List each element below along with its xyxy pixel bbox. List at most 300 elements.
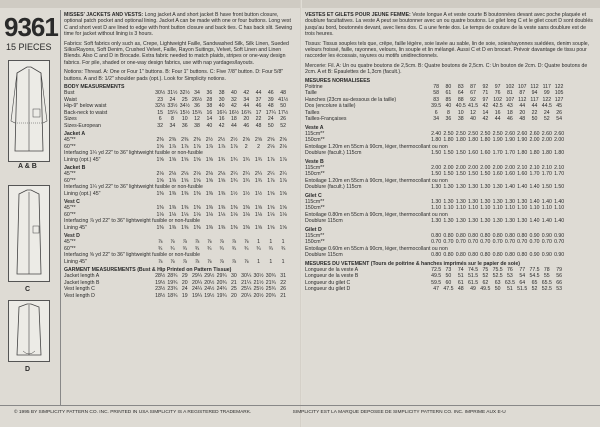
table-cell: 94 — [531, 90, 538, 97]
table-cell: 1⅞ — [279, 156, 287, 163]
table-cell: 2 — [244, 143, 248, 150]
table-cell: 79 — [556, 267, 562, 274]
table-cell: 2¼ — [242, 171, 250, 178]
table-cell: 20 — [181, 279, 188, 286]
row-values — [430, 218, 565, 224]
table-cell: 1⅛ — [267, 211, 275, 218]
table-cell: 26½ — [191, 96, 203, 103]
table-cell: ¾ — [219, 245, 224, 252]
table-cell: 61 — [457, 279, 464, 286]
fr-notions: Mercerie: Fil. A: Un ou quatre boutons de 2,5cm. B: Quatre boutons de 2,5cm. C: Un bouton de 2cm. D: Quatre boutons de 2cm. A et B: Épaulettes de 1,3cm (facult.). — [305, 62, 588, 76]
table-cell: 1⅜ — [181, 205, 189, 212]
table-cell: 1⅞ — [267, 177, 275, 184]
table-cell: 0.70 — [431, 239, 442, 246]
table-cell: 54.5 — [529, 273, 540, 280]
table-cell: 1.10 — [455, 205, 466, 212]
table-cell: 41.5 — [467, 103, 479, 110]
table-row — [64, 259, 296, 265]
table-cell: 1.30 — [467, 218, 479, 225]
table-cell: 1.40 — [504, 184, 515, 191]
table-cell: 44 — [494, 116, 501, 123]
table-cell: 83 — [457, 84, 464, 91]
table-cell: 1.30 — [467, 198, 479, 205]
table-cell: 2⅝ — [267, 137, 275, 144]
table-cell: 1 — [257, 239, 260, 246]
table-cell: 1.60 — [517, 171, 528, 178]
table-cell: 1.80 — [443, 137, 454, 144]
table-cell: 62 — [482, 279, 489, 286]
table-cell: 16 — [218, 116, 225, 123]
table-cell: 1⅜ — [242, 205, 250, 212]
table-cell: 127 — [554, 96, 564, 103]
table-cell: 1.50 — [431, 150, 442, 157]
row-values — [430, 184, 565, 190]
en-body-table — [64, 90, 296, 128]
table-cell: 1⅞ — [230, 143, 238, 150]
table-cell: 47.5 — [443, 286, 454, 293]
table-cell: 2.60 — [554, 130, 565, 137]
table-cell: 12 — [194, 116, 200, 123]
row-label: 150cm** — [305, 205, 325, 212]
table-cell: 1.80 — [480, 137, 491, 144]
table-cell: 76 — [494, 90, 501, 97]
table-cell: 2.50 — [467, 130, 479, 137]
fr-intro — [305, 12, 595, 38]
figure-vest-d — [8, 300, 50, 362]
table-cell: 2.00 — [529, 137, 540, 144]
en-notions: Notions: Thread. A: One or Four 1" buttons. B: Four 1" buttons. C: Five 7/8" button. D: Four 5/8" buttons. A and B: 1/2" shoulder pads (opt.). Look for Simplicity notions. — [64, 69, 284, 82]
row-label: 150cm** — [305, 171, 325, 178]
table-cell: 2½ — [218, 137, 226, 144]
row-label: Taille — [305, 90, 317, 97]
table-cell: 2⅛ — [267, 143, 275, 150]
table-cell: 1½ — [230, 190, 238, 197]
table-cell: 30½ — [155, 90, 166, 97]
row-label: 60"** — [64, 177, 76, 184]
table-cell: 10 — [457, 109, 464, 116]
table-cell: 51.5 — [467, 273, 479, 280]
table-cell: 20¼ — [241, 292, 252, 299]
table-cell: 1⅜ — [181, 224, 189, 231]
table-cell: 117 — [530, 96, 539, 103]
table-cell: 0.70 — [480, 239, 491, 246]
table-cell: 0.70 — [455, 239, 466, 246]
table-cell: 1⅝ — [267, 205, 275, 212]
table-cell: 67 — [470, 90, 476, 97]
table-cell: 1.80 — [467, 137, 479, 144]
table-cell: 2 — [257, 143, 260, 150]
table-cell: ¾ — [244, 245, 249, 252]
table-cell: 26 — [280, 286, 286, 293]
row-values — [430, 239, 565, 245]
table-cell: 2.50 — [455, 130, 466, 137]
table-cell: 2.10 — [529, 164, 540, 171]
table-cell: 48 — [267, 103, 274, 110]
table-cell: 1.60 — [504, 171, 515, 178]
table-cell: 0.70 — [517, 239, 528, 246]
table-cell: ⅞ — [194, 239, 200, 246]
table-cell: ⅞ — [219, 239, 224, 246]
table-cell: 1⅝ — [218, 177, 226, 184]
table-cell: 1.80 — [554, 150, 565, 157]
en-intro-text: Long jacket A and short jacket B have front button closure, optional patch pocket and optional lining. Jacket A can be made with one or four buttons. Long vest C and short vest D are lined to edge with front button closure and back ties. C has back slit. Sewing time for jacket without lining is 3 hours. — [64, 12, 293, 38]
table-cell: 1.30 — [492, 198, 503, 205]
table-cell: 2.60 — [517, 130, 528, 137]
table-cell: 25½ — [253, 286, 264, 293]
table-cell: 19¼ — [191, 292, 203, 299]
table-cell: 49 — [470, 286, 476, 293]
table-cell: 21¼ — [241, 279, 252, 286]
table-cell: 49.5 — [431, 273, 442, 280]
table-cell: 81 — [507, 90, 513, 97]
table-cell: 77.5 — [529, 267, 540, 274]
table-cell: 2.00 — [504, 164, 515, 171]
left-divider — [60, 10, 61, 405]
table-cell: 0.90 — [529, 252, 540, 259]
table-cell: 2.50 — [492, 130, 503, 137]
table-cell: 72.5 — [431, 267, 442, 274]
table-cell: 1.30 — [480, 184, 491, 191]
row-values — [430, 286, 565, 292]
table-cell: 1⅝ — [181, 177, 189, 184]
table-cell: 17 — [255, 109, 262, 116]
table-row — [305, 150, 595, 156]
table-cell: 1⅜ — [156, 205, 164, 212]
yardage-group-heading: Gilet C — [305, 192, 322, 199]
fr-title: VESTES ET GILETS POUR JEUNE FEMME: — [305, 12, 411, 18]
row-label: Waist — [64, 96, 77, 103]
fr-yardage-table — [305, 125, 595, 259]
fr-body-heading: MESURES NORMALISEES — [305, 77, 371, 84]
table-cell: 18 — [507, 109, 513, 116]
table-cell: 0.90 — [554, 252, 565, 259]
table-cell: 80 — [445, 84, 452, 91]
table-cell: ⅞ — [231, 258, 237, 265]
table-cell: 1⅛ — [279, 211, 287, 218]
table-cell: ¾ — [231, 245, 237, 252]
table-cell: ⅞ — [170, 258, 175, 265]
table-cell: 1.50 — [541, 184, 552, 191]
table-cell: 44 — [243, 103, 250, 110]
row-label: Entoilage 0.60m en 55cm à 90cm, léger, thermocollant ou non — [305, 245, 448, 252]
table-cell: 16 — [494, 109, 501, 116]
table-cell: 1.30 — [467, 184, 479, 191]
row-label: Sizes — [64, 116, 77, 123]
table-cell: 29¼ — [191, 273, 203, 280]
table-cell: ¾ — [157, 245, 163, 252]
table-cell: 1⅝ — [156, 156, 164, 163]
row-label: Interfacing 1¼ yd 22" to 36" lightweight fusible or non-fusible — [64, 150, 203, 157]
table-cell: 2⅜ — [193, 137, 201, 144]
table-cell: 42 — [243, 90, 250, 97]
table-cell: 29 — [181, 273, 188, 280]
table-cell: 19½ — [155, 279, 166, 286]
table-cell: 64 — [519, 279, 526, 286]
table-cell: 1.10 — [517, 205, 528, 212]
table-cell: 20 — [519, 109, 526, 116]
row-label: Longueur de la veste A — [305, 267, 359, 274]
yardage-group-heading: Jacket B — [64, 164, 86, 171]
table-cell: 40 — [231, 90, 237, 97]
table-cell: 29¾ — [216, 273, 227, 280]
row-label: Vest length D — [64, 292, 95, 299]
table-cell: 14 — [206, 116, 213, 123]
table-cell: 53 — [556, 286, 562, 293]
figure-jacket-ab — [8, 60, 50, 162]
table-cell: 22 — [531, 109, 538, 116]
table-cell: 2.50 — [443, 130, 454, 137]
row-label: Jacket length A — [64, 273, 100, 280]
table-cell: 99 — [543, 90, 550, 97]
row-label: Doublure 115cm — [305, 218, 343, 225]
table-cell: 0.90 — [554, 233, 565, 239]
table-cell: 2⅛ — [181, 171, 189, 178]
table-cell: 30¾ — [265, 273, 276, 280]
table-cell: 1 — [281, 239, 285, 246]
table-cell: 52 — [280, 122, 286, 129]
table-cell: 2⅜ — [156, 137, 164, 144]
table-cell: 1⅛ — [254, 211, 263, 218]
row-label: Entoilage 1.20m en 55cm à 90cm, léger, thermocollant ou non — [305, 177, 448, 184]
table-cell: 54 — [519, 273, 526, 280]
en-intro — [64, 12, 296, 38]
table-cell: 0.80 — [455, 252, 466, 259]
table-cell: 54 — [556, 116, 562, 123]
table-cell: 44.5 — [541, 103, 552, 110]
table-cell: 0.70 — [443, 239, 454, 246]
table-cell: 34 — [243, 96, 250, 103]
table-cell: 20¾ — [216, 279, 227, 286]
table-cell: 1.80 — [541, 150, 552, 157]
en-fabrics: Fabrics: Soft fabrics only such as, Crepe, Lightweight Faille, Sandwashed Silk, Silk Linen, Sueded Silks/Rayons, Soft Denim, Crushed Velvet, Faille, Rayon Suitings, Velvet, Soft Linen and Linen Blends. Also C and D in Brocade. Extra fabric needed to match plaids, stripes or one-way design fabrics. For pile, shaded or one-way design fabrics, use with nap yardages/layouts. — [64, 40, 289, 66]
table-cell: 1.30 — [480, 218, 491, 225]
table-cell: 24 — [543, 109, 550, 116]
row-label: 115cm** — [305, 164, 325, 171]
table-cell: 1⅝ — [156, 143, 164, 150]
table-cell: 1⅜ — [218, 190, 226, 197]
yardage-group-heading: Veste A — [305, 124, 324, 131]
footer-left: © 1995 BY SIMPLICITY PATTERN CO. INC. PRINTED IN USA SIMPLICITY IS A REGISTERED TRADEMARK. — [14, 410, 252, 415]
footer-right: SIMPLICITY EST LA MARQUE DEPOSEE DE SIMPLICITY PATTERN CO. INC. IMPRIME AUX E-U — [292, 410, 506, 415]
table-cell: 0.70 — [529, 239, 540, 246]
table-cell: 15¼ — [167, 109, 178, 116]
table-cell: 102 — [505, 84, 515, 91]
table-cell: ⅞ — [207, 258, 212, 265]
table-cell: 1.30 — [443, 218, 454, 225]
table-cell: 51 — [507, 286, 513, 293]
table-cell: 42 — [482, 116, 489, 123]
table-cell: 38 — [194, 122, 200, 129]
table-cell: 1.10 — [467, 205, 479, 212]
row-label: Tailles-Françaises — [305, 116, 347, 123]
table-row — [64, 157, 296, 163]
table-cell: 0.80 — [443, 233, 454, 239]
table-cell: 1.70 — [529, 171, 540, 178]
table-cell: 51 — [457, 273, 464, 280]
table-cell: 2⅜ — [181, 137, 189, 144]
table-cell: 48 — [457, 286, 464, 293]
table-cell: 2.00 — [492, 164, 503, 171]
table-cell: 75.5 — [492, 267, 503, 274]
table-row — [64, 123, 296, 129]
figure-label-c: C — [25, 286, 31, 293]
table-cell: 34 — [194, 90, 200, 97]
english-column — [64, 12, 296, 407]
table-cell: 1⅝ — [205, 177, 213, 184]
table-cell: 1⅛ — [168, 211, 177, 218]
table-cell: 75 — [482, 267, 489, 274]
table-row — [64, 191, 296, 197]
table-cell: 28½ — [155, 273, 166, 280]
table-cell: 2.60 — [529, 130, 540, 137]
table-cell: 1⅜ — [181, 190, 189, 197]
table-cell: 1¾ — [230, 177, 238, 184]
table-cell: 0.80 — [431, 252, 442, 259]
table-cell: 117 — [542, 84, 551, 91]
table-cell: 2⅛ — [218, 171, 226, 178]
table-cell: 26 — [280, 116, 286, 123]
row-values — [154, 259, 289, 265]
row-values — [154, 225, 289, 231]
table-cell: 22 — [280, 279, 286, 286]
table-cell: 44 — [531, 103, 538, 110]
table-cell: 2.00 — [431, 164, 442, 171]
table-cell: 1⅜ — [156, 190, 164, 197]
table-cell: 1⅜ — [218, 205, 226, 212]
table-cell: 22 — [255, 116, 262, 123]
table-cell: 2⅝ — [279, 137, 287, 144]
table-cell: 1.80 — [517, 150, 528, 157]
table-cell: 1.30 — [455, 218, 466, 225]
table-cell: 2½ — [205, 137, 213, 144]
table-cell: 1⅜ — [168, 224, 177, 231]
table-cell: 40 — [445, 103, 452, 110]
table-cell: 85 — [445, 96, 452, 103]
table-cell: 44 — [231, 122, 237, 129]
table-cell: 1⅞ — [168, 143, 177, 150]
row-label: 45"** — [64, 205, 76, 212]
table-cell: 2⅛ — [193, 171, 201, 178]
table-cell: 32½ — [155, 103, 166, 110]
table-cell: 1⅜ — [193, 205, 201, 212]
table-cell: 10 — [181, 116, 188, 123]
table-cell: 32 — [157, 122, 164, 129]
row-label: Longueur du gilet C — [305, 279, 351, 286]
table-cell: 38 — [206, 103, 213, 110]
table-cell: 42 — [482, 103, 489, 110]
row-values — [430, 171, 565, 177]
table-cell: 1⅛ — [205, 211, 213, 218]
row-label: Interfacing ⅞ yd 22" to 36" lightweight fusible or non-fusible — [64, 218, 201, 225]
table-cell: 32 — [231, 96, 237, 103]
table-cell: 1⅜ — [205, 190, 213, 197]
table-cell: 15½ — [179, 109, 190, 116]
figure-label-d: D — [25, 366, 31, 373]
table-cell: 39.5 — [431, 103, 442, 110]
row-values — [430, 116, 565, 122]
table-cell: 1.40 — [529, 184, 540, 191]
table-cell: 6 — [434, 109, 438, 116]
table-cell: 46 — [267, 90, 274, 97]
table-cell: 1⅞ — [279, 177, 287, 184]
fr-body-table — [305, 84, 595, 122]
table-cell: 15¾ — [191, 109, 203, 116]
table-cell: 1⅜ — [205, 205, 213, 212]
table-cell: 0.80 — [492, 233, 503, 239]
table-cell: 50 — [280, 103, 286, 110]
table-cell: 17¼ — [265, 109, 276, 116]
table-cell: 1.90 — [504, 137, 515, 144]
table-cell: 0.80 — [467, 233, 479, 239]
row-values — [154, 191, 289, 197]
table-cell: 1⅜ — [193, 190, 201, 197]
table-cell: 2.10 — [554, 164, 565, 171]
en-title: MISSES' JACKETS AND VESTS: — [64, 12, 144, 18]
row-values — [430, 252, 565, 258]
table-cell: 1¾ — [218, 156, 226, 163]
table-cell: 41½ — [278, 96, 289, 103]
table-cell: 14 — [482, 109, 489, 116]
table-cell: 36 — [445, 116, 452, 123]
table-cell: 2.60 — [541, 130, 552, 137]
table-cell: 1⅜ — [193, 224, 201, 231]
table-cell: 36 — [194, 103, 200, 110]
table-cell: 34½ — [179, 103, 190, 110]
table-cell: 8 — [171, 116, 174, 123]
table-cell: 2⅛ — [205, 171, 213, 178]
table-cell: 1¾ — [242, 177, 250, 184]
table-cell: 1.90 — [517, 137, 528, 144]
table-cell: 25¼ — [241, 286, 252, 293]
table-cell: 21½ — [253, 279, 264, 286]
table-cell: 2.00 — [455, 164, 466, 171]
table-cell: 1.70 — [492, 150, 503, 157]
row-label: Dos (encolure à taille) — [305, 103, 356, 110]
table-cell: 105 — [554, 90, 564, 97]
table-cell: 1⅜ — [168, 205, 177, 212]
table-cell: ⅞ — [182, 239, 187, 246]
table-cell: 21 — [231, 279, 237, 286]
table-cell: 1⅜ — [168, 190, 177, 197]
table-cell: 30½ — [253, 273, 264, 280]
table-cell: 1.30 — [504, 198, 515, 205]
table-cell: 1¾ — [242, 156, 250, 163]
table-cell: ⅞ — [170, 239, 175, 246]
table-cell: ¾ — [207, 245, 212, 252]
table-cell: 40 — [206, 122, 213, 129]
table-cell: 48 — [280, 90, 286, 97]
table-cell: 23 — [157, 96, 164, 103]
table-cell: 1⅝ — [168, 156, 177, 163]
table-cell: 74 — [457, 267, 464, 274]
table-cell: 52.5 — [541, 286, 552, 293]
row-label: 60"** — [64, 211, 76, 218]
table-cell: 43 — [507, 103, 513, 110]
row-values — [430, 150, 565, 156]
table-cell: 76 — [507, 267, 513, 274]
table-row — [305, 116, 595, 122]
table-cell: 30 — [231, 273, 237, 280]
table-cell: 8 — [447, 109, 450, 116]
table-cell: 71 — [482, 90, 489, 97]
table-cell: 0.80 — [504, 233, 515, 239]
yardage-group-heading: Veste B — [305, 158, 324, 165]
table-cell: 2.50 — [480, 130, 491, 137]
table-cell: 0.90 — [541, 233, 552, 239]
table-cell: 1⅞ — [218, 143, 226, 150]
table-cell: 87 — [519, 90, 526, 97]
table-cell: 1⅞ — [181, 143, 189, 150]
